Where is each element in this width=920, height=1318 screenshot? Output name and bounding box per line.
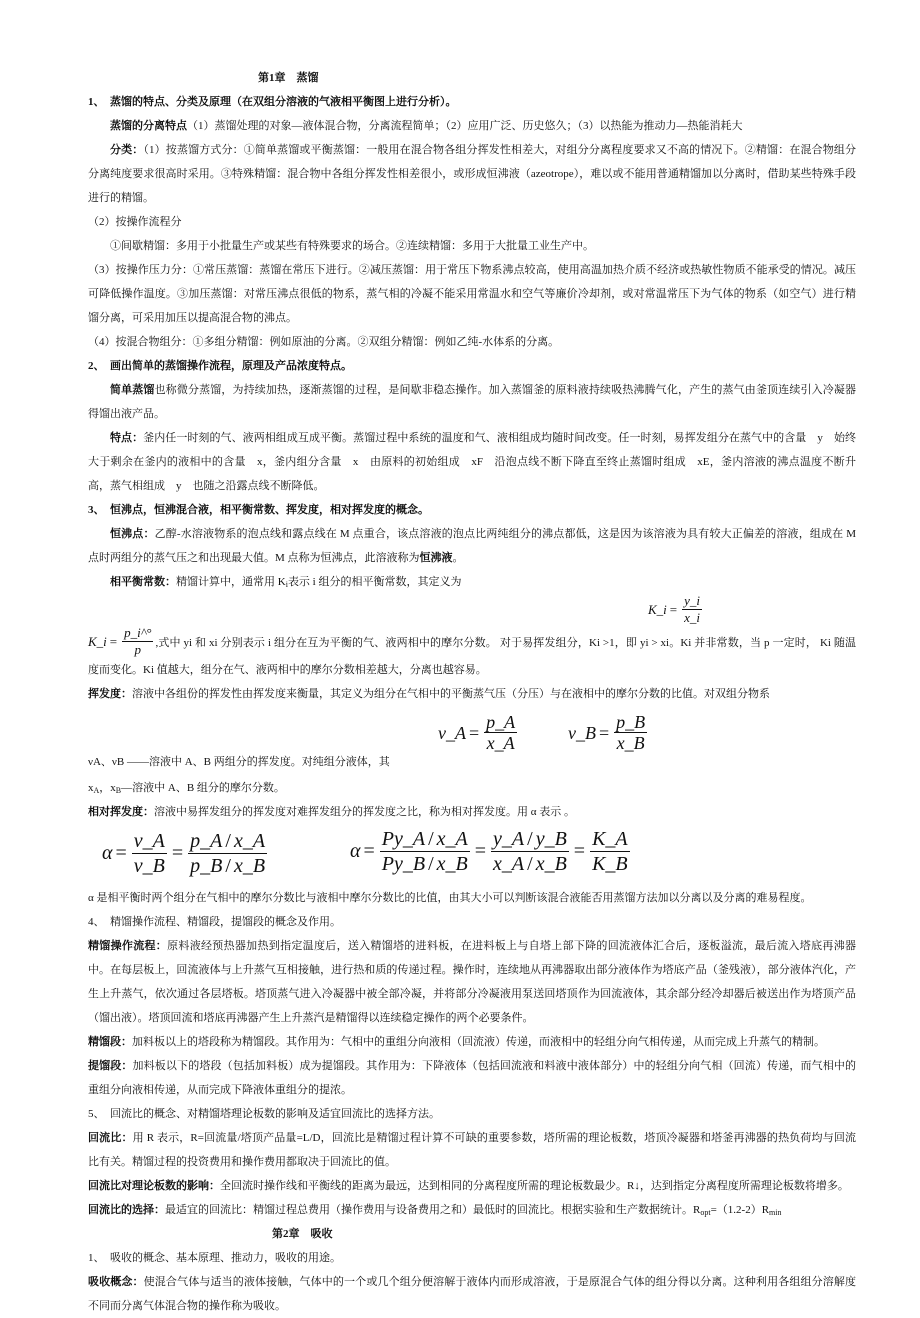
para-relative-volatility [88, 800, 856, 824]
para-simple-distillation [88, 378, 856, 426]
formula-term: x_B [616, 733, 645, 754]
formula-term: Py_B [381, 852, 426, 875]
numerator [132, 830, 167, 854]
formula-term: K_B [592, 852, 628, 875]
formula-term: p_i^° [124, 625, 152, 640]
numerator [188, 830, 267, 854]
denominator [682, 610, 702, 626]
para-alpha-explanation: α 是相平衡时两个组分在气相中的摩尔分数比与液相中摩尔分数比的比值，由其大小可以判断该混合液能否用蒸馏方法加以分离以及分离的难易程度。 [88, 891, 812, 904]
text: 使混合气体与适当的液体接触，气体中的一个或几个组分便溶解于液体内而形成溶液，于是原混合气体的组分得以分离。这种利用各组组分溶解度不同而分离气体混合物的操作称为吸收。 [88, 1275, 857, 1312]
lead: 特点： [110, 432, 144, 444]
para-rectifying-section [88, 1030, 856, 1054]
para-ki-explanation [88, 626, 856, 682]
formula-term: ν_A [133, 829, 165, 852]
formula-term: α [102, 842, 113, 865]
equals-sign: = [598, 722, 610, 743]
para-by-flow: （2）按操作流程分 [88, 216, 182, 228]
fraction [484, 712, 517, 755]
text: 最适宜的回流比：精馏过程总费用（操作费用与设备费用之和）最低时的回流比。根据实验和生产数据统计。R [165, 1203, 701, 1216]
formula-term: ν_A [438, 722, 466, 743]
formula-volatility-a [438, 712, 519, 755]
formula-term: x_B [233, 854, 266, 877]
lead: 吸收概念： [88, 1275, 144, 1288]
text: 精馏计算中，通常用 K [176, 576, 286, 588]
fraction [188, 830, 267, 878]
formula-term: x_A [233, 829, 266, 852]
equals-sign: = [115, 842, 127, 865]
text: （1）蒸馏处理的对象—液体混合物，分离流程简单；（2）应用广泛、历史悠久；（3）以热能为推动力—热能消耗大 [187, 120, 743, 132]
formula-term: p_B [616, 711, 646, 732]
para-azeotrope [88, 522, 856, 570]
text: 全回流时操作线和平衡线的距离为最远，达到相同的分离程度所需的理论板数最少。R↓，达到指定分离程度所需理论板数将增多。 [220, 1179, 849, 1192]
para-by-pressure: （3）按操作压力分：①常压蒸馏：蒸馏在常压下进行。②减压蒸馏：用于常压下物系沸点较高，使用高温加热介质不经济或热敏性物质不能承受的情况。减压可降低操作温度。③加压蒸馏：对常压沸点很低的物系，蒸气相的冷凝不能采用常温水和空气等廉价冷却剂，或对常温常压下为气体的物系（如空气）进行精馏分离，可采用加压以提高混合物的沸点。 [88, 264, 856, 324]
text: 溶液中易挥发组分的挥发度对难挥发组分的挥发度之比，称为相对挥发度。用 α 表示 。 [154, 805, 576, 818]
lead: 回流比： [88, 1131, 133, 1144]
lead: 简单蒸馏 [110, 384, 155, 396]
lead: 挥发度： [88, 687, 132, 700]
text: （1）按蒸馏方式分：①简单蒸馏或平衡蒸馏：一般用在混合物各组分挥发性相差大，对组分分离程度要求又不高的情况下。②精馏：在混合物组分分离纯度要求很高时采用。③特殊精馏：混合物中各组分挥发性相差很小，或形成恒沸液（azeotrope），难以或不能用普通精馏加以分离时，借助某些特殊手段进行的精馏。 [88, 144, 856, 204]
formula-term: p [134, 641, 142, 657]
text: 用 R 表示，R=回流量/塔顶产品量=L/D，回流比是精馏过程计算不可缺的重要参数，塔所需的理论板数，塔顶冷凝器和塔釜再沸器的热负荷均与回流比有关。精馏过程的投资费用和操作费用都取决于回流比的值。 [88, 1131, 857, 1168]
text: 釜内任一时刻的气、液两相组成互成平衡。蒸馏过程中系统的温度和气、液相组成均随时间改变。任一时刻，易挥发组分在蒸气中的含量 y 始终大于剩余在釜内的液相中的含量 x，釜内组分含量 x 由原料的初始组成 xF 沿泡点线不断下降直至终止蒸馏时组成 xE，釜内溶液的沸点温度不断升高，蒸气相组成 y 也随之沿露点线不断降低。 [88, 432, 857, 492]
formula-term: p_A [486, 711, 516, 732]
section-4-heading: 4、 精馏操作流程、精馏段，提馏段的概念及作用。 [88, 915, 341, 928]
lead: 精馏段： [88, 1035, 132, 1048]
formula-term: x_A [486, 733, 515, 754]
text: 也称微分蒸馏，为持续加热，逐渐蒸馏的过程，是间歇非稳态操作。加入蒸馏釜的原料液持续吸热沸腾气化，产生的蒸气由釜顶连续引入冷凝器得馏出液产品。 [88, 384, 856, 420]
para-reflux-choice [88, 1198, 856, 1222]
para-rectification-flow [88, 934, 856, 1030]
formula-term: p_B [190, 854, 223, 877]
text: x [88, 781, 94, 794]
slash: / [527, 852, 533, 875]
section-5-heading: 5、 回流比的概念、对精馏塔理论板数的影响及适宜回流比的选择方法。 [88, 1107, 440, 1120]
slash: / [225, 829, 231, 852]
chapter-2-section-1-heading: 1、 吸收的概念、基本原理、推动力，吸收的用途。 [88, 1251, 341, 1264]
para-separation-features [88, 114, 856, 138]
slash: / [225, 854, 231, 877]
fraction [491, 828, 569, 876]
para-volatility [88, 682, 856, 706]
subscript: i [285, 580, 288, 589]
text: 加料板以上的塔段称为精馏段。其作用为：气相中的重组分向液相（回流液）传递，而液相中的轻组分向气相传递，从而完成上升蒸气的精制。 [132, 1035, 825, 1048]
formula-term: p_A [190, 829, 223, 852]
para-by-components: （4）按混合物组分：①多组分精馏：例如原油的分离。②双组分精馏：例如乙纯-水体系的分离。 [88, 336, 560, 348]
formula-term: x_A [493, 852, 525, 875]
subscript: opt [700, 1207, 711, 1217]
denominator [615, 733, 647, 755]
equals-sign: = [363, 840, 375, 863]
formula-term: x_B [436, 852, 468, 875]
formula-term: K_i [648, 601, 667, 617]
formula-ki-pressure [88, 626, 155, 658]
text: ，x [99, 781, 116, 794]
numerator [590, 828, 630, 852]
para-simple-features [88, 426, 856, 498]
equals-sign: = [669, 601, 678, 617]
numerator [491, 828, 569, 852]
formula-term: ν_B [568, 722, 596, 743]
formula-term: x_B [535, 852, 567, 875]
section-2-heading: 2、 画出简单的蒸馏操作流程，原理及产品浓度特点。 [88, 360, 352, 372]
text: 表示 i 组分的相平衡常数，其定义为 [287, 576, 462, 588]
text: 加料板以下的塔段（包括加料板）成为提馏段。其作用为：下降液体（包括回流液和料液中液体部分）中的轻组分向气相（回流）传递，而气相中的重组分向液相传递，从而完成下降液体重组分的提浓。 [88, 1059, 856, 1096]
lead: 分类： [110, 144, 144, 156]
volatility-definition: νA、νB ——溶液中 A、B 两组分的挥发度。对纯组分液体，其 [88, 755, 390, 768]
numerator [614, 712, 647, 734]
formula-term: x_i [684, 609, 701, 625]
fraction [122, 626, 153, 658]
azeotrope-term: 恒沸液 [419, 552, 453, 564]
equals-sign: = [474, 840, 487, 863]
formula-term: y_A [493, 827, 525, 850]
fraction [614, 712, 647, 755]
para-equilibrium-constant [88, 570, 856, 594]
alpha-formula-block [88, 824, 856, 886]
numerator [380, 828, 470, 852]
slash: / [428, 852, 434, 875]
para-by-flow-text: ①间歇精馏：多用于小批量生产或某些有特殊要求的场合。②连续精馏：多用于大批量工业生产中。 [110, 240, 594, 252]
para-stripping-section [88, 1054, 856, 1102]
para-reflux-effect [88, 1174, 856, 1198]
formula-alpha-equilibrium [350, 828, 632, 876]
slash: / [527, 827, 533, 850]
formula-term: ν_B [133, 854, 165, 877]
volatility-formula-block [88, 706, 856, 776]
text: 乙醇-水溶液物系的泡点线和露点线在 M 点重合，该点溶液的泡点比两纯组分的沸点都低，这是因为该溶液为具有较大正偏差的溶液，组成在 M 点时两组分的蒸气压之和出现最大值。M 点称为恒沸点，此溶液称为 [88, 528, 856, 564]
denominator [491, 852, 569, 876]
lead: 精馏操作流程： [88, 939, 168, 952]
lead: 相对挥发度： [88, 805, 154, 818]
para-classification [88, 138, 856, 210]
chapter-2-title: 第2章 吸收 [272, 1227, 333, 1240]
section-3-heading: 3、 恒沸点，恒沸混合液，相平衡常数、挥发度，相对挥发度的概念。 [88, 504, 429, 516]
para-mole-fraction [88, 776, 856, 800]
numerator [484, 712, 517, 734]
slash: / [428, 827, 434, 850]
denominator [133, 642, 144, 658]
document-page [88, 66, 856, 1318]
text: —溶液中 A、B 组分的摩尔分数。 [121, 781, 285, 794]
equals-sign: = [171, 842, 184, 865]
fraction [590, 828, 630, 876]
lead: 回流比对理论板数的影响： [88, 1179, 220, 1192]
denominator [590, 852, 630, 876]
para-absorption-concept [88, 1270, 856, 1318]
formula-volatility-b [568, 712, 649, 755]
formula-term: K_A [592, 827, 628, 850]
denominator [132, 854, 167, 878]
numerator [682, 594, 702, 610]
lead: 回流比的选择： [88, 1203, 165, 1216]
section-1-heading: 1、 蒸馏的特点、分类及原理（在双组分溶液的气液相平衡图上进行分析）。 [88, 96, 457, 108]
formula-alpha-volatility [102, 830, 269, 878]
numerator [122, 626, 153, 642]
ki-block [88, 594, 856, 682]
text: 。 [452, 552, 464, 564]
formula-term: K_i [88, 633, 107, 649]
denominator [188, 854, 267, 878]
fraction [682, 594, 702, 626]
lead: 恒沸点： [110, 528, 155, 540]
subscript: min [769, 1207, 782, 1217]
formula-term: y_i [684, 593, 701, 608]
equals-sign: = [468, 722, 480, 743]
formula-term: α [350, 840, 361, 863]
fraction [380, 828, 470, 876]
subscript: B [115, 785, 122, 795]
para-reflux-ratio [88, 1126, 856, 1174]
formula-term: y_B [535, 827, 567, 850]
lead: 蒸馏的分离特点 [110, 120, 187, 132]
denominator [380, 852, 470, 876]
denominator [485, 733, 517, 755]
text: =（1.2-2）R [710, 1203, 770, 1216]
lead: 相平衡常数： [110, 576, 176, 588]
formula-ki-yx [648, 594, 704, 626]
text: 原料液经预热器加热到指定温度后，送入精馏塔的进料板，在进料板上与自塔上部下降的回流液体汇合后，逐板溢流，最后流入塔底再沸器中。在每层板上，回流液体与上升蒸气互相接触，进行热和质的传递过程。操作时，连续地从再沸器取出部分液体作为塔底产品（釜残液），部分液体汽化，产生上升蒸气，依次通过各层塔板。塔顶蒸气进入冷凝器中被全部冷凝，并将部分冷凝液用泵送回塔顶作为回流液体，其余部分经冷却器后被送出作为塔顶产品（馏出液）。塔顶回流和塔底再沸器产生上升蒸汽是精馏得以连续稳定操作的两个必要条件。 [88, 939, 856, 1024]
equals-sign: = [109, 633, 118, 649]
formula-term: x_A [436, 827, 468, 850]
fraction [132, 830, 167, 878]
formula-term: Py_A [381, 827, 426, 850]
equals-sign: = [573, 840, 586, 863]
text: ,式中 yi 和 xi 分别表示 i 组分在互为平衡的气、液两相中的摩尔分数。 对于易挥发组分，Ki >1，即 yi > xi。Ki 并非常数，当 p 一定时， Ki 随温度而变化。Ki 值越大，组分在气、液两相中的摩尔分数相差越大，分离也越容易。 [88, 636, 856, 676]
chapter-1-title: 第1章 蒸馏 [258, 72, 319, 84]
lead: 提馏段： [88, 1059, 133, 1072]
text: 溶液中各组份的挥发性由挥发度来衡量，其定义为组分在气相中的平衡蒸气压（分压）与在液相中的摩尔分数的比值。对双组分物系 [132, 687, 770, 700]
subscript: A [93, 785, 100, 795]
